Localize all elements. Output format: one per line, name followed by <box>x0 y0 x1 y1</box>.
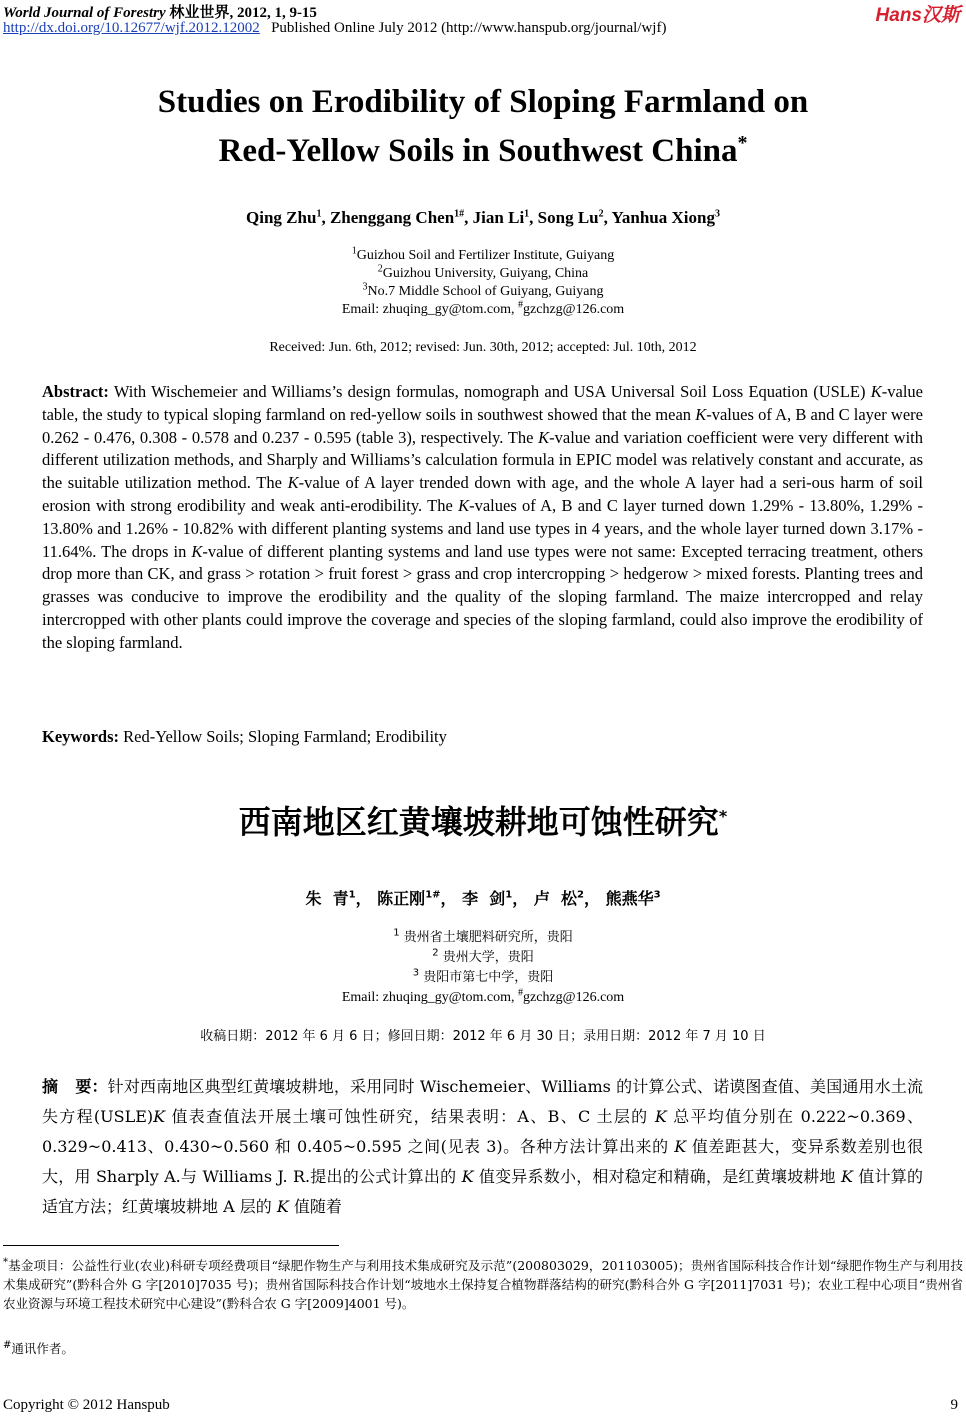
abstract-cn-label: 摘 要： <box>42 1077 108 1096</box>
title-line-1: Studies on Erodibility of Sloping Farmland on <box>157 84 809 120</box>
footnote-corresponding: #通讯作者。 <box>3 1339 74 1356</box>
authors-cn: 朱 青$^1$， 陈正刚$^{1\#}$， 李 剑$^1$， 卢 松$^2$， 熊燕华$^3$ <box>305 889 661 908</box>
footnote-funding: *基金项目：公益性行业(农业)科研专项经费项目“绿肥作物生产与利用技术集成研究及示范”(200803029，201103005)；贵州省国际科技合作计划“绿肥作物生产与利用技术集成研究”(黔科合外 G 字[2010]7035 号)；贵州省国际科技合作计划“坡地水土保持复合植物群落结构的研究(黔科合外 G 字[2011]7031 号)；农业工程中心项目“贵州省农业资源与环境工程技术研究中心建设”(黔科合农 G 字[2009]4001 号)。 <box>3 1256 963 1311</box>
paper-title-en <box>0 82 966 172</box>
affiliation-cn: $^1$ 贵州省土壤肥料研究所，贵阳 <box>393 927 573 945</box>
journal-issue: , 2012, 1, 9-15 <box>229 5 317 21</box>
footnote-rule <box>3 1245 339 1246</box>
journal-name-cn: 林业世界 <box>169 5 230 21</box>
author: Yanhua Xiong <box>611 208 715 227</box>
authors-en: Qing Zhu$^1$, Zhenggang Chen$^{1\#}$, Jian Li$^1$, Song Lu$^2$, Yanhua Xiong$^3$ <box>246 208 720 227</box>
title-cn-footnote-mark: * <box>718 806 728 826</box>
keywords-label: Keywords: <box>42 727 119 746</box>
hanspub-logo: Hans汉斯 <box>875 5 960 26</box>
received-dates-cn: 收稿日期：2012 年 6 月 6 日；修回日期：2012 年 6 月 30 日；录用日期：2012 年 7 月 10 日 <box>200 1029 766 1044</box>
affiliation: $^1$Guizhou Soil and Fertilizer Institute, Guiyang <box>351 245 615 263</box>
received-dates-en: Received: Jun. 6th, 2012; revised: Jun. 30th, 2012; accepted: Jul. 10th, 2012 <box>269 340 697 355</box>
email-line: Email: zhuqing_gy@tom.com, #gzchzg@126.com <box>341 299 625 317</box>
affiliation-cn: $^2$ 贵州大学，贵阳 <box>432 947 534 965</box>
journal-name: World Journal of Forestry <box>3 5 166 21</box>
abstract-en: Abstract: With Wischemeier and Williams’s design formulas, nomograph and USA Universal Soil Loss Equation (USLE) K-value table, the study to typical sloping farmland on red-yellow soils in southwest showed that the mean K-values of A, B and C layer were 0.262 - 0.476, 0.308 - 0.578 and 0.237 - 0.595 (table 3), respectively. The K-value and variation coefficient were very different with different utilization methods, and Sharply and Williams’s calculation formula in EPIC model was relatively constant and accurate, as the suitable utilization method. The K-value of A layer trended down with age, and the whole A layer had a seri-ous harm of soil erosion with strong erodibility and weak anti-erodibility. The K-values of A, B and C layer turned down 1.29% - 13.80%, 1.29% - 13.80% and 1.26% - 10.82% with different planting systems and land use types in 4 years, and the whole layer turned down 3.17% - 11.64%. The drops in K-value of different planting systems and land use types were not same: Excepted terracing treatment, others drop more than CK, and grass > rotation > fruit forest > grass and crop intercropping > hedgerow > mixed forests. Planting trees and grasses was conducive to improve the erodibility and the quality of the sloping farmland. The maize intercropped and relay intercropped with other plants could improve the coverage and species of the sloping farmland, could also improve the erodibility of the sloping farmland. <box>42 382 924 652</box>
page-number: 9 <box>950 1397 958 1413</box>
paper-title-cn: 西南地区红黄壤坡耕地可蚀性研究* <box>238 803 728 841</box>
doi-link[interactable]: http://dx.doi.org/10.12677/wjf.2012.12002 <box>3 20 260 36</box>
author: Zhenggang Chen <box>329 208 455 227</box>
abstract-label: Abstract: <box>42 382 109 401</box>
author: Jian Li <box>472 208 525 227</box>
author-cn: 李 剑 <box>462 889 506 908</box>
affiliations-cn <box>0 928 966 1008</box>
email-line-cn: Email: zhuqing_gy@tom.com, #gzchzg@126.com <box>341 987 625 1005</box>
title-footnote-mark: * <box>737 132 748 154</box>
abstract-cn: 摘 要：针对西南地区典型红黄壤坡耕地，采用同时 Wischemeier、Williams 的计算公式、诺谟图查值、美国通用水土流失方程(USLE)K 值表查值法开展土壤可蚀性研究，结果表明：A、B、C 土层的 K 总平均值分别在 0.222~0.369、0.329~0.413、0.430~0.560 和 0.405~0.595 之间(见表 3)。各种方法计算出来的 K 值差距甚大，变异系数差别也很大，用 Sharply A.与 Williams J. R.提出的公式计算出的 K 值变异系数小，相对稳定和精确，是红黄壤坡耕地 K 值计算的适宜方法；红黄壤坡耕地 A 层的 K 值随着 <box>42 1077 923 1216</box>
published-info: Published Online July 2012 (http://www.hanspub.org/journal/wjf) <box>271 20 667 36</box>
author-cn: 熊燕华 <box>605 889 654 908</box>
affiliation: $^3$No.7 Middle School of Guiyang, Guiyang <box>362 281 604 299</box>
doi-line <box>3 20 666 37</box>
author: Song Lu <box>537 208 599 227</box>
author: Qing Zhu <box>246 208 317 227</box>
author-cn: 卢 松 <box>533 889 577 908</box>
author-cn: 陈正刚 <box>377 889 426 908</box>
title-line-2: Red-Yellow Soils in Southwest China* <box>218 132 748 169</box>
keywords-en: Keywords: Red-Yellow Soils; Sloping Farmland; Erodibility <box>42 727 447 746</box>
author-cn: 朱 青 <box>305 889 349 908</box>
journal-header <box>3 1 317 22</box>
affiliation-cn: $^3$ 贵阳市第七中学，贵阳 <box>412 967 554 985</box>
affiliation: $^2$Guizhou University, Guiyang, China <box>377 263 589 281</box>
copyright: Copyright © 2012 Hanspub <box>3 1397 170 1413</box>
affiliations-en <box>0 247 966 319</box>
